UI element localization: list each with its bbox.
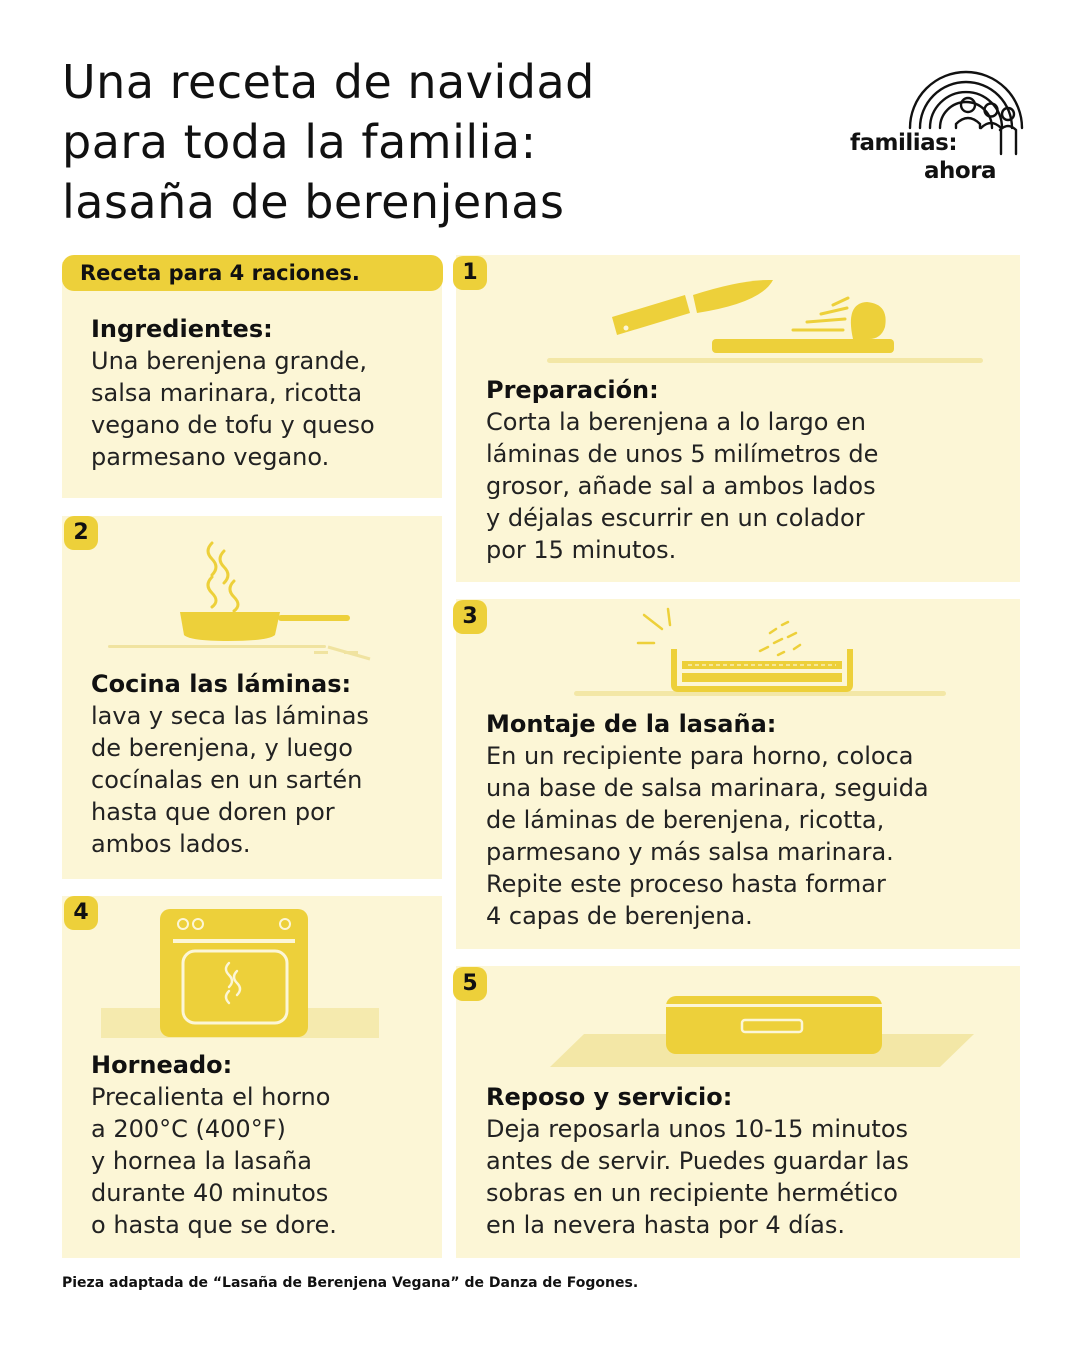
title-line-2: para toda la familia: [62,115,537,169]
step-4-heading: Horneado: [91,1051,233,1079]
step-1-text: Corta la berenjena a lo largo en láminas de unos 5 milímetros de grosor, añade sal a ambos lados y déjalas escurrir en un colador por 15 minutos. [486,408,879,564]
frying-pan-icon [100,535,380,665]
ingredients-text: Una berenjena grande, salsa marinara, ricotta vegano de tofu y queso parmesano vegano. [91,347,375,471]
step-5-text: Deja reposarla unos 10-15 minutos antes de servir. Puedes guardar las sobras en un recipiente hermético en la nevera hasta por 4 días. [486,1115,909,1239]
food-container-icon [548,992,988,1072]
servings-badge: Receta para 4 raciones. [62,255,443,291]
step-4-number-badge: 4 [64,896,98,930]
ingredients-heading: Ingredientes: [91,315,273,343]
oven-icon [95,907,385,1039]
logo-text-ahora: ahora [924,158,997,184]
baking-dish-icon [570,605,950,697]
step-2-text: lava y seca las láminas de berenjena, y luego cocínalas en un sartén hasta que doren por ambos lados. [91,702,369,858]
step-1-heading: Preparación: [486,376,659,404]
knife-eggplant-icon [545,275,985,365]
page-title [62,52,782,232]
familias-ahora-logo [848,58,1028,188]
title-line-1: Una receta de navidad [62,55,595,109]
step-5-heading: Reposo y servicio: [486,1083,733,1111]
source-credit: Pieza adaptada de “Lasaña de Berenjena Vegana” de Danza de Fogones. [62,1275,639,1291]
step-3-heading: Montaje de la lasaña: [486,710,777,738]
step-3-number-badge: 3 [453,600,487,634]
step-4-text: Precalienta el horno a 200°C (400°F) y hornea la lasaña durante 40 minutos o hasta que se dore. [91,1083,337,1239]
step-2-number-badge: 2 [64,516,98,550]
step-2-heading: Cocina las láminas: [91,670,352,698]
step-3-text: En un recipiente para horno, coloca una base de salsa marinara, seguida de láminas de berenjena, ricotta, parmesano y más salsa marinara. Repite este proceso hasta formar 4 capas de berenjena. [486,742,929,930]
title-line-3: lasaña de berenjenas [62,175,565,229]
step-5-number-badge: 5 [453,967,487,1001]
logo-text-familias: familias: [850,130,958,156]
step-1-number-badge: 1 [453,256,487,290]
